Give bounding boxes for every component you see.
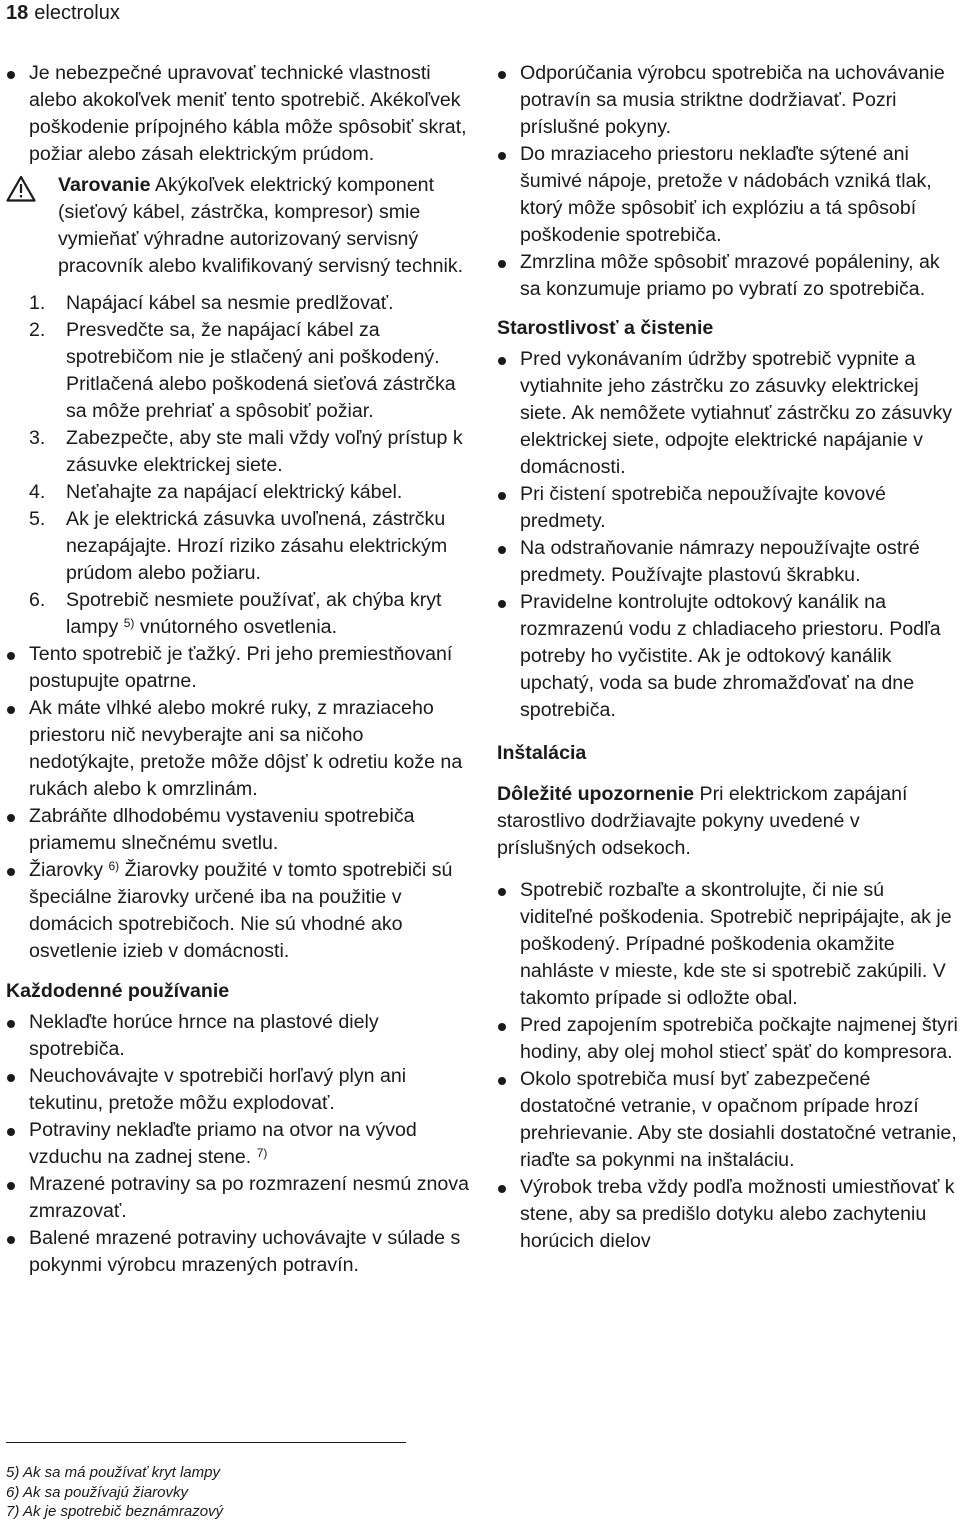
warning-block	[6, 172, 472, 280]
footnotes	[6, 1442, 406, 1522]
list-item: Pred zapojením spotrebiča počkajte najmenej štyri hodiny, aby olej mohol stiecť späť do kompresora.	[497, 1012, 960, 1066]
note-label: Dôležité upozornenie	[497, 783, 695, 805]
important-note	[497, 781, 960, 862]
list-item: Na odstraňovanie námrazy nepoužívajte ostré predmety. Používajte plastovú škrabku.	[497, 535, 960, 589]
list-item: Tento spotrebič je ťažký. Pri jeho premiestňovaní postupujte opatrne.	[6, 641, 472, 695]
item-text: Presvedčte sa, že napájací kábel za spotrebičom nie je stlačený ani poškodený. Pritlačená alebo poškodená sieťová zástrčka sa môže prehriať a spôsobiť požiar.	[66, 319, 456, 422]
list-item: Zmrzlina môže spôsobiť mrazové popáleniny, ak sa konzumuje priamo po vybratí zo spotrebiča.	[497, 249, 960, 303]
item-text: Zabezpečte, aby ste mali vždy voľný prístup k zásuvke elektrickej siete.	[66, 427, 463, 476]
list-item: Je nebezpečné upravovať technické vlastnosti alebo akokoľvek meniť tento spotrebič. Akékoľvek poškodenie prípojného kábla môže spôsobiť skrat, požiar alebo zásah elektrickým prúdom.	[6, 60, 472, 168]
numbered-item	[6, 506, 472, 587]
item-number: 1.	[29, 292, 46, 314]
section-heading-install: Inštalácia	[497, 742, 587, 764]
footnote: 6) Ak sa používajú žiarovky	[6, 1483, 189, 1501]
item-text: Napájací kábel sa nesmie predlžovať.	[66, 292, 394, 314]
right-column	[497, 60, 960, 1255]
item-number: 5.	[29, 508, 46, 530]
safety-list	[6, 641, 472, 965]
numbered-item	[6, 317, 472, 425]
list-item: Neklaďte horúce hrnce na plastové diely spotrebiča.	[6, 1009, 472, 1063]
list-item	[6, 1117, 472, 1171]
numbered-item	[6, 479, 472, 506]
vent-text: Potraviny neklaďte priamo na otvor na vývod vzduchu na zadnej stene.	[29, 1119, 417, 1168]
list-item: Mrazené potraviny sa po rozmrazení nesmú znova zmrazovať.	[6, 1171, 472, 1225]
brand-name: electrolux	[34, 2, 120, 24]
numbered-list	[6, 290, 472, 641]
item-text: Spotrebič nesmiete používať, ak chýba kryt lampy	[66, 589, 442, 638]
list-item: Do mraziaceho priestoru neklaďte sýtené ani šumivé nápoje, pretože v nádobách vzniká tlak, ktorý môže spôsobiť ich explóziu a tá spôsobí poškodenie spotrebiča.	[497, 141, 960, 249]
install-list	[497, 877, 960, 1255]
warning-body: Akýkoľvek elektrický komponent (sieťový kábel, zástrčka, kompresor) smie vymieňať výhradne autorizovaný servisný pracovník alebo kvalifikovaný servisný technik.	[58, 174, 464, 277]
numbered-item	[6, 290, 472, 317]
intro-list	[6, 60, 472, 168]
item-number: 6.	[29, 589, 46, 611]
item-text: Neťahajte za napájací elektrický kábel.	[66, 481, 403, 503]
numbered-item	[6, 425, 472, 479]
warning-label: Varovanie	[58, 174, 151, 196]
list-item: Ak máte vlhké alebo mokré ruky, z mraziaceho priestoru nič nevyberajte ani sa ničoho nedotýkajte, pretože môže dôjsť k odretiu kože na rukách alebo k omrzlinám.	[6, 695, 472, 803]
footnote: 5) Ak sa má používať kryt lampy	[6, 1464, 220, 1481]
numbered-item	[6, 587, 472, 641]
warning-triangle-icon	[6, 175, 36, 202]
item-number: 4.	[29, 481, 46, 503]
list-item: Pri čistení spotrebiča nepoužívajte kovové predmety.	[497, 481, 960, 535]
list-item: Neuchovávajte v spotrebiči horľavý plyn ani tekutinu, pretože môžu explodovať.	[6, 1063, 472, 1117]
warning-text	[58, 172, 472, 280]
section-heading-care: Starostlivosť a čistenie	[497, 317, 714, 339]
page-number: 18	[6, 2, 29, 24]
note-text: Pri elektrickom zapájaní starostlivo dodržiavajte pokyny uvedené v príslušných odsekoch.	[497, 783, 908, 859]
list-item: Pravidelne kontrolujte odtokový kanálik na rozmrazenú vodu z chladiaceho priestoru. Podľa potreby ho vyčistite. Ak je odtokový kanálik upchatý, voda sa bude zhromažďovať na dne spotrebiča.	[497, 589, 960, 724]
storage-list	[497, 60, 960, 303]
footnote-ref: 6)	[108, 859, 120, 873]
list-item: Okolo spotrebiča musí byť zabezpečené dostatočné vetranie, v opačnom prípade hrozí prehrievanie. Aby ste dosiahli dostatočné vetranie, riaďte sa pokynmi na inštaláciu.	[497, 1066, 960, 1174]
list-item	[6, 857, 472, 965]
item-text: vnútorného osvetlenia.	[139, 616, 338, 638]
care-list	[497, 346, 960, 724]
list-item: Zabráňte dlhodobému vystaveniu spotrebiča priamemu slnečnému svetlu.	[6, 803, 472, 857]
list-item: Pred vykonávaním údržby spotrebič vypnite a vytiahnite jeho zástrčku zo zásuvky elektrickej siete. Ak nemôžete vytiahnuť zástrčku zo zásuvky elektrickej siete, odpojte elektrické napájanie v domácnosti.	[497, 346, 960, 481]
footnote-ref: 5)	[123, 616, 135, 630]
footnote-ref: 7)	[256, 1146, 268, 1160]
footnote: 7) Ak je spotrebič beznámrazový	[6, 1503, 224, 1520]
list-item: Spotrebič rozbaľte a skontrolujte, či nie sú viditeľné poškodenia. Spotrebič nepripájajte, ak je poškodený. Prípadné poškodenia okamžite nahláste v mieste, kde ste si spotrebič zakúpili. V takomto prípade si odložte obal.	[497, 877, 960, 1012]
page-header	[6, 0, 120, 26]
item-text: Ak je elektrická zásuvka uvoľnená, zástrčku nezapájajte. Hrozí riziko zásahu elektrickým prúdom alebo požiaru.	[66, 508, 448, 584]
list-item: Balené mrazené potraviny uchovávajte v súlade s pokynmi výrobcu mrazených potravín.	[6, 1225, 472, 1279]
item-number: 2.	[29, 319, 46, 341]
list-item: Odporúčania výrobcu spotrebiča na uchovávanie potravín sa musia striktne dodržiavať. Pozri príslušné pokyny.	[497, 60, 960, 141]
item-number: 3.	[29, 427, 46, 449]
section-heading-daily-use: Každodenné používanie	[6, 980, 230, 1002]
left-column	[6, 60, 472, 1279]
bulb-label: Žiarovky	[29, 859, 104, 881]
daily-use-list	[6, 1009, 472, 1279]
list-item: Výrobok treba vždy podľa možnosti umiestňovať k stene, aby sa predišlo dotyku alebo zachyteniu horúcich dielov	[497, 1174, 960, 1255]
bulb-text: Žiarovky použité v tomto spotrebiči sú špeciálne žiarovky určené iba na použitie v domácich spotrebičoch. Nie sú vhodné ako osvetlenie izieb v domácnosti.	[29, 859, 453, 962]
